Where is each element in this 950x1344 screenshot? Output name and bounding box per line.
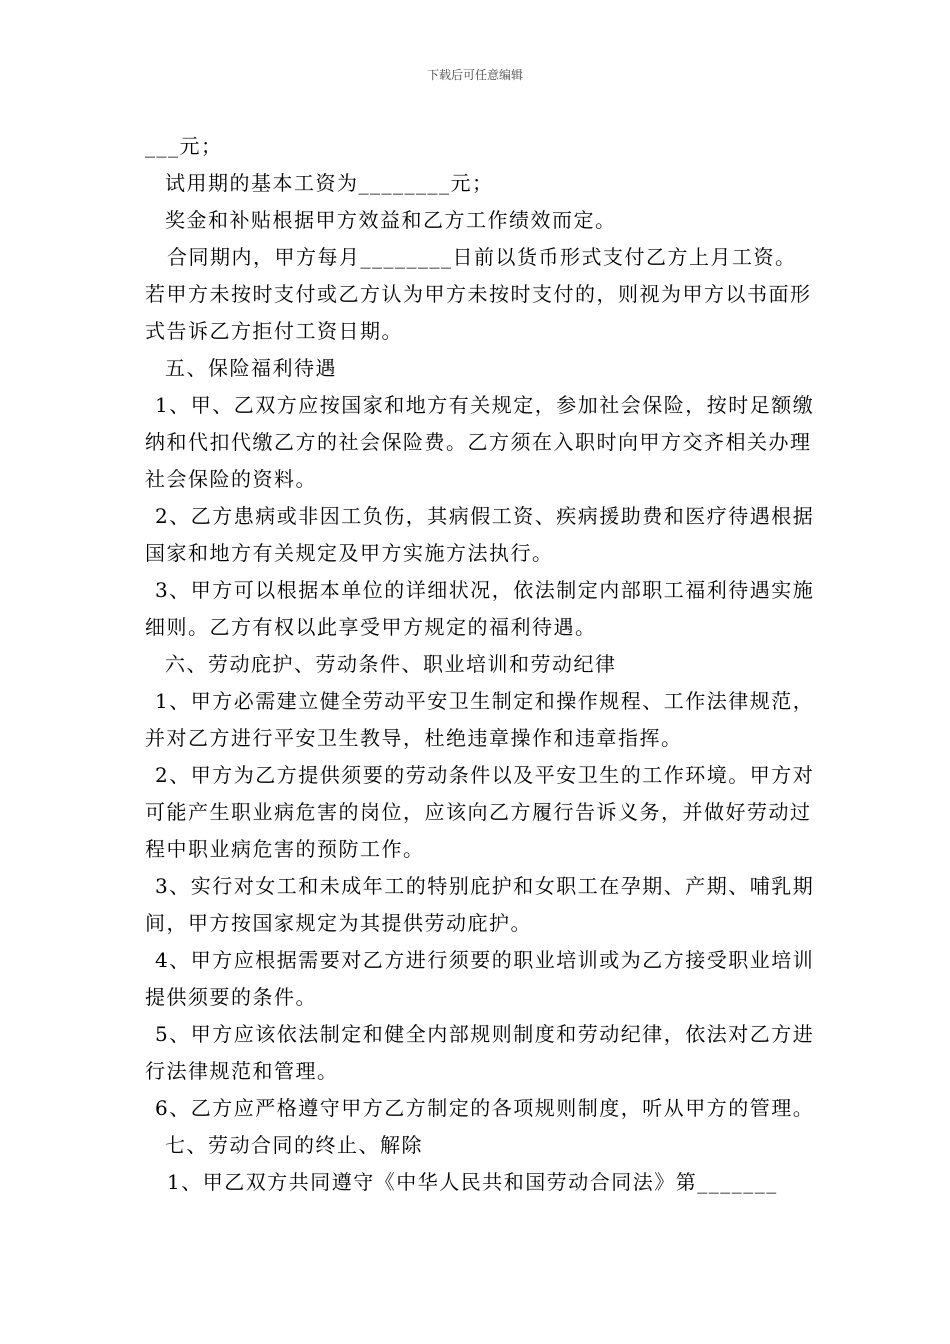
document-body xyxy=(145,128,815,1201)
paragraph: ___元； xyxy=(145,134,223,158)
page-header: 下载后可任意编辑 xyxy=(426,68,523,82)
paragraph: 1、甲乙双方共同遵守《中华人民共和国劳动合同法》第_______ xyxy=(167,1170,778,1194)
paragraph: 试用期的基本工资为________元； xyxy=(165,171,494,195)
paragraph: 4、甲方应根据需要对乙方进行须要的职业培训或为乙方接受职业培训提供须要的条件。 xyxy=(145,948,815,1009)
section-heading: 七、劳动合同的终止、解除 xyxy=(165,1133,423,1157)
paragraph: 2、乙方患病或非因工负伤，其病假工资、疾病援助费和医疗待遇根据国家和地方有关规定及甲方实施方法执行。 xyxy=(145,504,815,565)
paragraph: 奖金和补贴根据甲方效益和乙方工作绩效而定。 xyxy=(165,208,617,232)
section-heading: 五、保险福利待遇 xyxy=(165,356,337,380)
paragraph: 合同期内，甲方每月________日前以货币形式支付乙方上月工资。若甲方未按时支付或乙方认为甲方未按时支付的，则视为甲方以书面形式告诉乙方拒付工资日期。 xyxy=(145,245,812,343)
paragraph: 2、甲方为乙方提供须要的劳动条件以及平安卫生的工作环境。甲方对可能产生职业病危害的岗位，应该向乙方履行告诉义务，并做好劳动过程中职业病危害的预防工作。 xyxy=(145,763,815,861)
paragraph: 5、甲方应该依法制定和健全内部规则制度和劳动纪律，依法对乙方进行法律规范和管理。 xyxy=(145,1022,815,1083)
paragraph: 3、甲方可以根据本单位的详细状况，依法制定内部职工福利待遇实施细则。乙方有权以此享受甲方规定的福利待遇。 xyxy=(145,578,815,639)
paragraph: 1、甲方必需建立健全劳动平安卫生制定和操作规程、工作法律规范，并对乙方进行平安卫生教导，杜绝违章操作和违章指挥。 xyxy=(145,689,815,750)
paragraph: 1、甲、乙双方应按国家和地方有关规定，参加社会保险，按时足额缴纳和代扣代缴乙方的社会保险费。乙方须在入职时向甲方交齐相关办理社会保险的资料。 xyxy=(145,393,815,491)
section-heading: 六、劳动庇护、劳动条件、职业培训和劳动纪律 xyxy=(165,652,617,676)
paragraph: 3、实行对女工和未成年工的特别庇护和女职工在孕期、产期、哺乳期间，甲方按国家规定为其提供劳动庇护。 xyxy=(145,874,815,935)
paragraph: 6、乙方应严格遵守甲方乙方制定的各项规则制度，听从甲方的管理。 xyxy=(155,1096,815,1120)
